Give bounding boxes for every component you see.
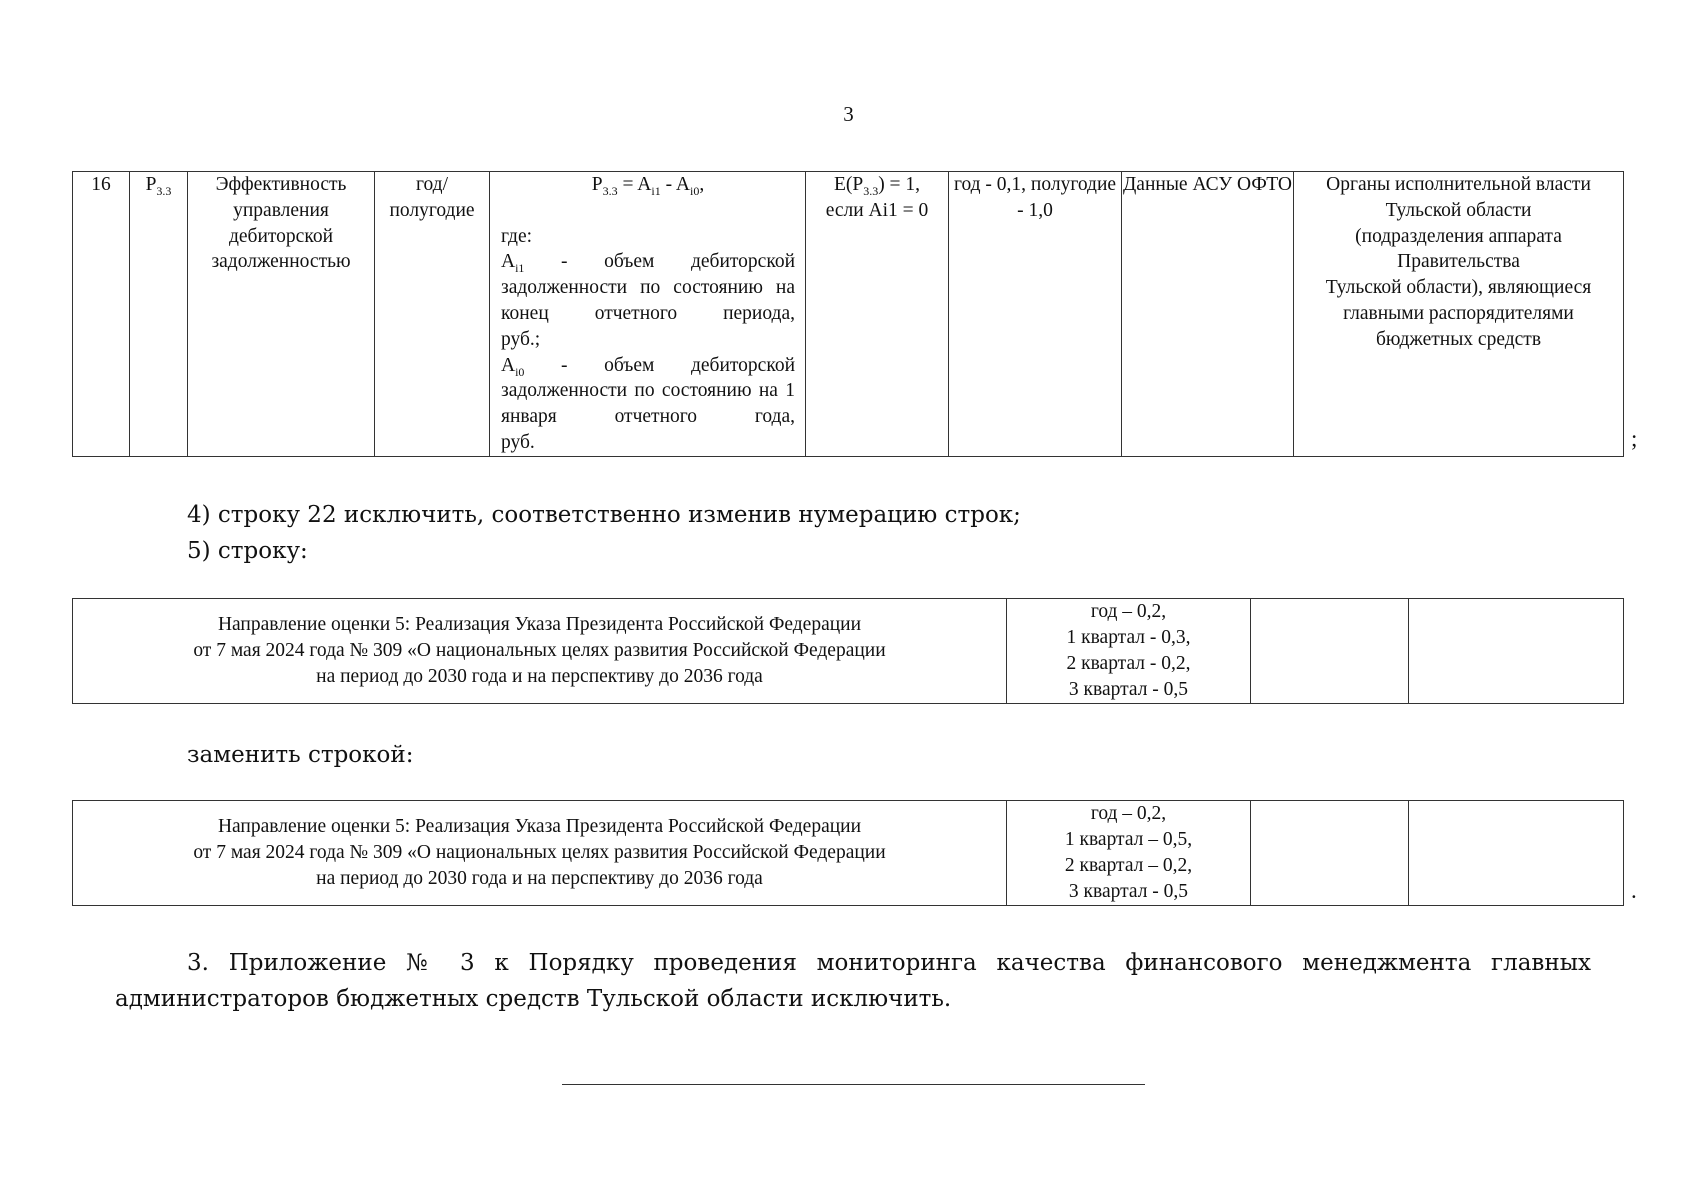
period-cell <box>375 172 490 457</box>
end-rule-line <box>562 1084 1145 1085</box>
direction-cell <box>73 599 1007 704</box>
weight-line: 1 квартал - 0,3, <box>1066 627 1191 648</box>
table3-end-period: . <box>1631 878 1637 903</box>
responsible-line: бюджетных средств <box>1375 328 1542 350</box>
data-source: Данные АСУ ОФТО <box>1123 174 1292 195</box>
old-row-table <box>72 598 1624 704</box>
row-number-cell <box>73 172 130 457</box>
direction-line: Направление оценки 5: Реализация Указа Президента Российской Федерации <box>217 816 862 837</box>
responsible-line: Органы исполнительной власти <box>1326 174 1591 195</box>
weight-line: 3 квартал - 0,5 <box>1068 881 1189 902</box>
formula-cell <box>490 172 806 457</box>
weight-line: год – 0,2, <box>1090 803 1167 824</box>
responsible-line: Тульской области), являющиеся <box>1325 277 1592 299</box>
old-row <box>73 599 1624 704</box>
item-4: 4) строку 22 исключить, соответственно изменив нумерацию строк; <box>187 502 1021 528</box>
formula-definition-2: $A_{i0}$ - объем дебиторской задолженности по состоянию на 1 января отчетного года, <box>501 354 795 428</box>
responsible-line: Тульской области <box>1385 199 1532 221</box>
empty-cell <box>1409 801 1624 906</box>
item-5: 5) строку: <box>187 538 308 564</box>
formula-definition-2-unit: руб. <box>501 431 535 453</box>
direction-cell <box>73 801 1007 906</box>
weights-cell <box>1007 599 1251 704</box>
weights-cell <box>1007 801 1251 906</box>
direction-line: Направление оценки 5: Реализация Указа Президента Российской Федерации <box>217 614 862 635</box>
empty-cell <box>1251 801 1409 906</box>
table1-end-semicolon: ; <box>1631 426 1638 451</box>
indicator-code: $P_{3.3}$ <box>145 174 172 198</box>
empty-cell <box>1409 599 1624 704</box>
weight-line: 1 квартал – 0,5, <box>1064 829 1193 850</box>
responsible-line: (подразделения аппарата <box>1355 225 1562 247</box>
weight-line: год – 0,2, <box>1090 601 1167 622</box>
direction-line: на период до 2030 года и на перспективу до 2036 года <box>316 868 763 889</box>
direction-line: от 7 мая 2024 года № 309 «О национальных целях развития Российской Федерации <box>193 640 886 661</box>
weight: год - 0,1, полугодие - 1,0 <box>953 174 1117 221</box>
empty-cell <box>1251 599 1409 704</box>
condition-cell <box>806 172 949 457</box>
period: год/ полугодие <box>389 174 475 221</box>
responsible-line: главными распорядителями <box>1343 302 1574 324</box>
closing-paragraph: 3. Приложение № 3 к Порядку проведения мониторинга качества финансового менеджмента главных администраторов бюджетных средств Тульской области исключить. <box>115 950 1591 1012</box>
formula-definition-1-unit: руб.; <box>501 328 541 350</box>
indicator-name: Эффективность управления дебиторской задолженностью <box>211 174 351 273</box>
direction-line: от 7 мая 2024 года № 309 «О национальных целях развития Российской Федерации <box>193 842 886 863</box>
responsible-line: Правительства <box>1397 251 1520 273</box>
formula: $P_{3.3} = A_{i1} - A_{i0}$, <box>591 174 705 198</box>
condition-line-2: если Ai1 = 0 <box>825 199 929 221</box>
row-number: 16 <box>91 174 111 195</box>
indicator-code-cell <box>130 172 188 457</box>
formula-where: где: <box>501 225 533 247</box>
new-row <box>73 801 1624 906</box>
weight-line: 2 квартал – 0,2, <box>1064 855 1193 876</box>
indicator-row <box>73 172 1624 457</box>
indicator-name-cell <box>188 172 375 457</box>
formula-spacer <box>501 198 795 224</box>
formula-definition-1: $A_{i1}$ - объем дебиторской задолженности по состоянию на конец отчетного периода, <box>501 251 795 324</box>
source-cell <box>1122 172 1294 457</box>
new-row-table <box>72 800 1624 906</box>
direction-line: на период до 2030 года и на перспективу до 2036 года <box>316 666 763 687</box>
condition-line-1: $E(P_{3.3}) = 1$, <box>833 174 921 198</box>
replace-instruction: заменить строкой: <box>187 742 414 768</box>
weight-cell <box>949 172 1122 457</box>
indicator-table <box>72 171 1624 457</box>
weight-line: 2 квартал - 0,2, <box>1066 653 1191 674</box>
weight-line: 3 квартал - 0,5 <box>1068 679 1189 700</box>
page-number: 3 <box>843 102 854 126</box>
responsible-cell <box>1294 172 1624 457</box>
